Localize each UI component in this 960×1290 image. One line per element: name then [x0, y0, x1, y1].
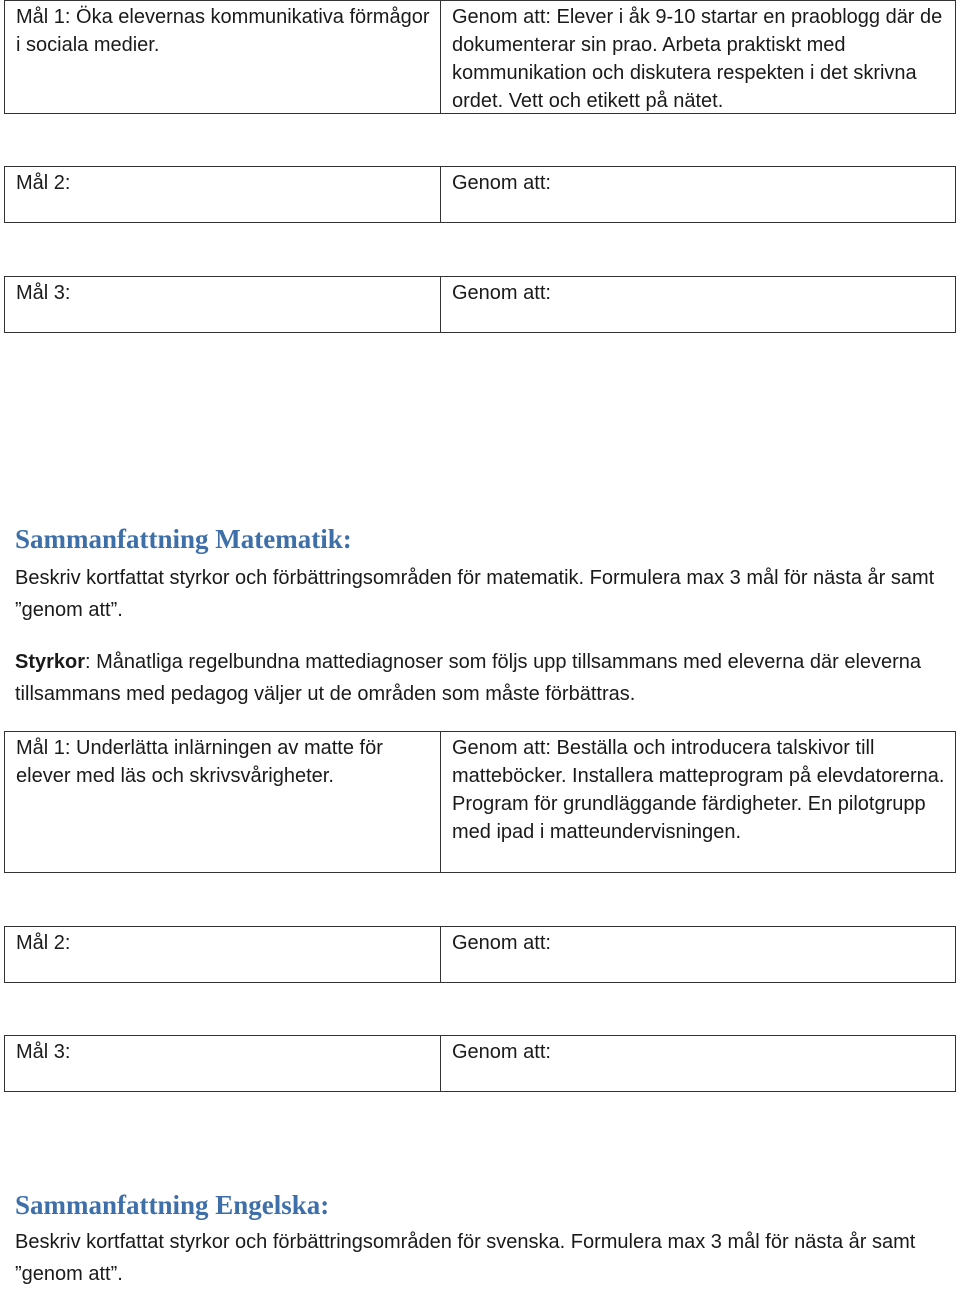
goal-table-svenska-2 — [4, 166, 956, 223]
strengths-label: Styrkor — [15, 651, 86, 673]
instructions-engelska: Beskriv kortfattat styrkor och förbättringsområden för svenska. Formulera max 3 mål för nästa år samt ”genom att”. — [15, 1231, 916, 1285]
goal-cell: Mål 1: Öka elevernas kommunikativa förmågor i sociala medier. — [5, 1, 441, 113]
goal-table-svenska-1 — [4, 0, 956, 114]
goal-table-matematik-1 — [4, 731, 956, 873]
goal-cell: Mål 2: — [5, 927, 441, 982]
strengths-text: : Månatliga regelbundna mattediagnoser som följs upp tillsammans med eleverna där eleverna tillsammans med pedagog väljer ut de områden som måste förbättras. — [15, 651, 922, 705]
goal-cell: Mål 2: — [5, 167, 441, 222]
goal-table-matematik-2 — [4, 926, 956, 983]
section-heading-engelska: Sammanfattning Engelska: — [15, 1190, 330, 1220]
method-cell: Genom att: Beställa och introducera talskivor till matteböcker. Installera matteprogram på elevdatorerna. Program för grundläggande färdigheter. En pilotgrupp med ipad i matteundervisningen. — [452, 737, 945, 843]
strengths-paragraph — [15, 646, 950, 710]
goal-cell: Mål 1: Underlätta inlärningen av matte för elever med läs och skrivsvårigheter. — [5, 732, 441, 872]
goal-table-matematik-3 — [4, 1035, 956, 1092]
goal-cell: Mål 3: — [5, 277, 441, 332]
method-cell: Genom att: Elever i åk 9-10 startar en praoblogg där de dokumenterar sin prao. Arbeta praktiskt med kommunikation och diskutera respekten i det skrivna ordet. Vett och etikett på nätet. — [452, 6, 943, 112]
method-cell: Genom att: — [452, 932, 551, 954]
method-cell: Genom att: — [452, 172, 551, 194]
instructions-matematik: Beskriv kortfattat styrkor och förbättringsområden för matematik. Formulera max 3 mål för nästa år samt ”genom att”. — [15, 567, 935, 621]
goal-table-svenska-3 — [4, 276, 956, 333]
method-cell: Genom att: — [452, 1041, 551, 1063]
section-heading-matematik: Sammanfattning Matematik: — [15, 524, 352, 554]
goal-cell: Mål 3: — [5, 1036, 441, 1091]
method-cell: Genom att: — [452, 282, 551, 304]
